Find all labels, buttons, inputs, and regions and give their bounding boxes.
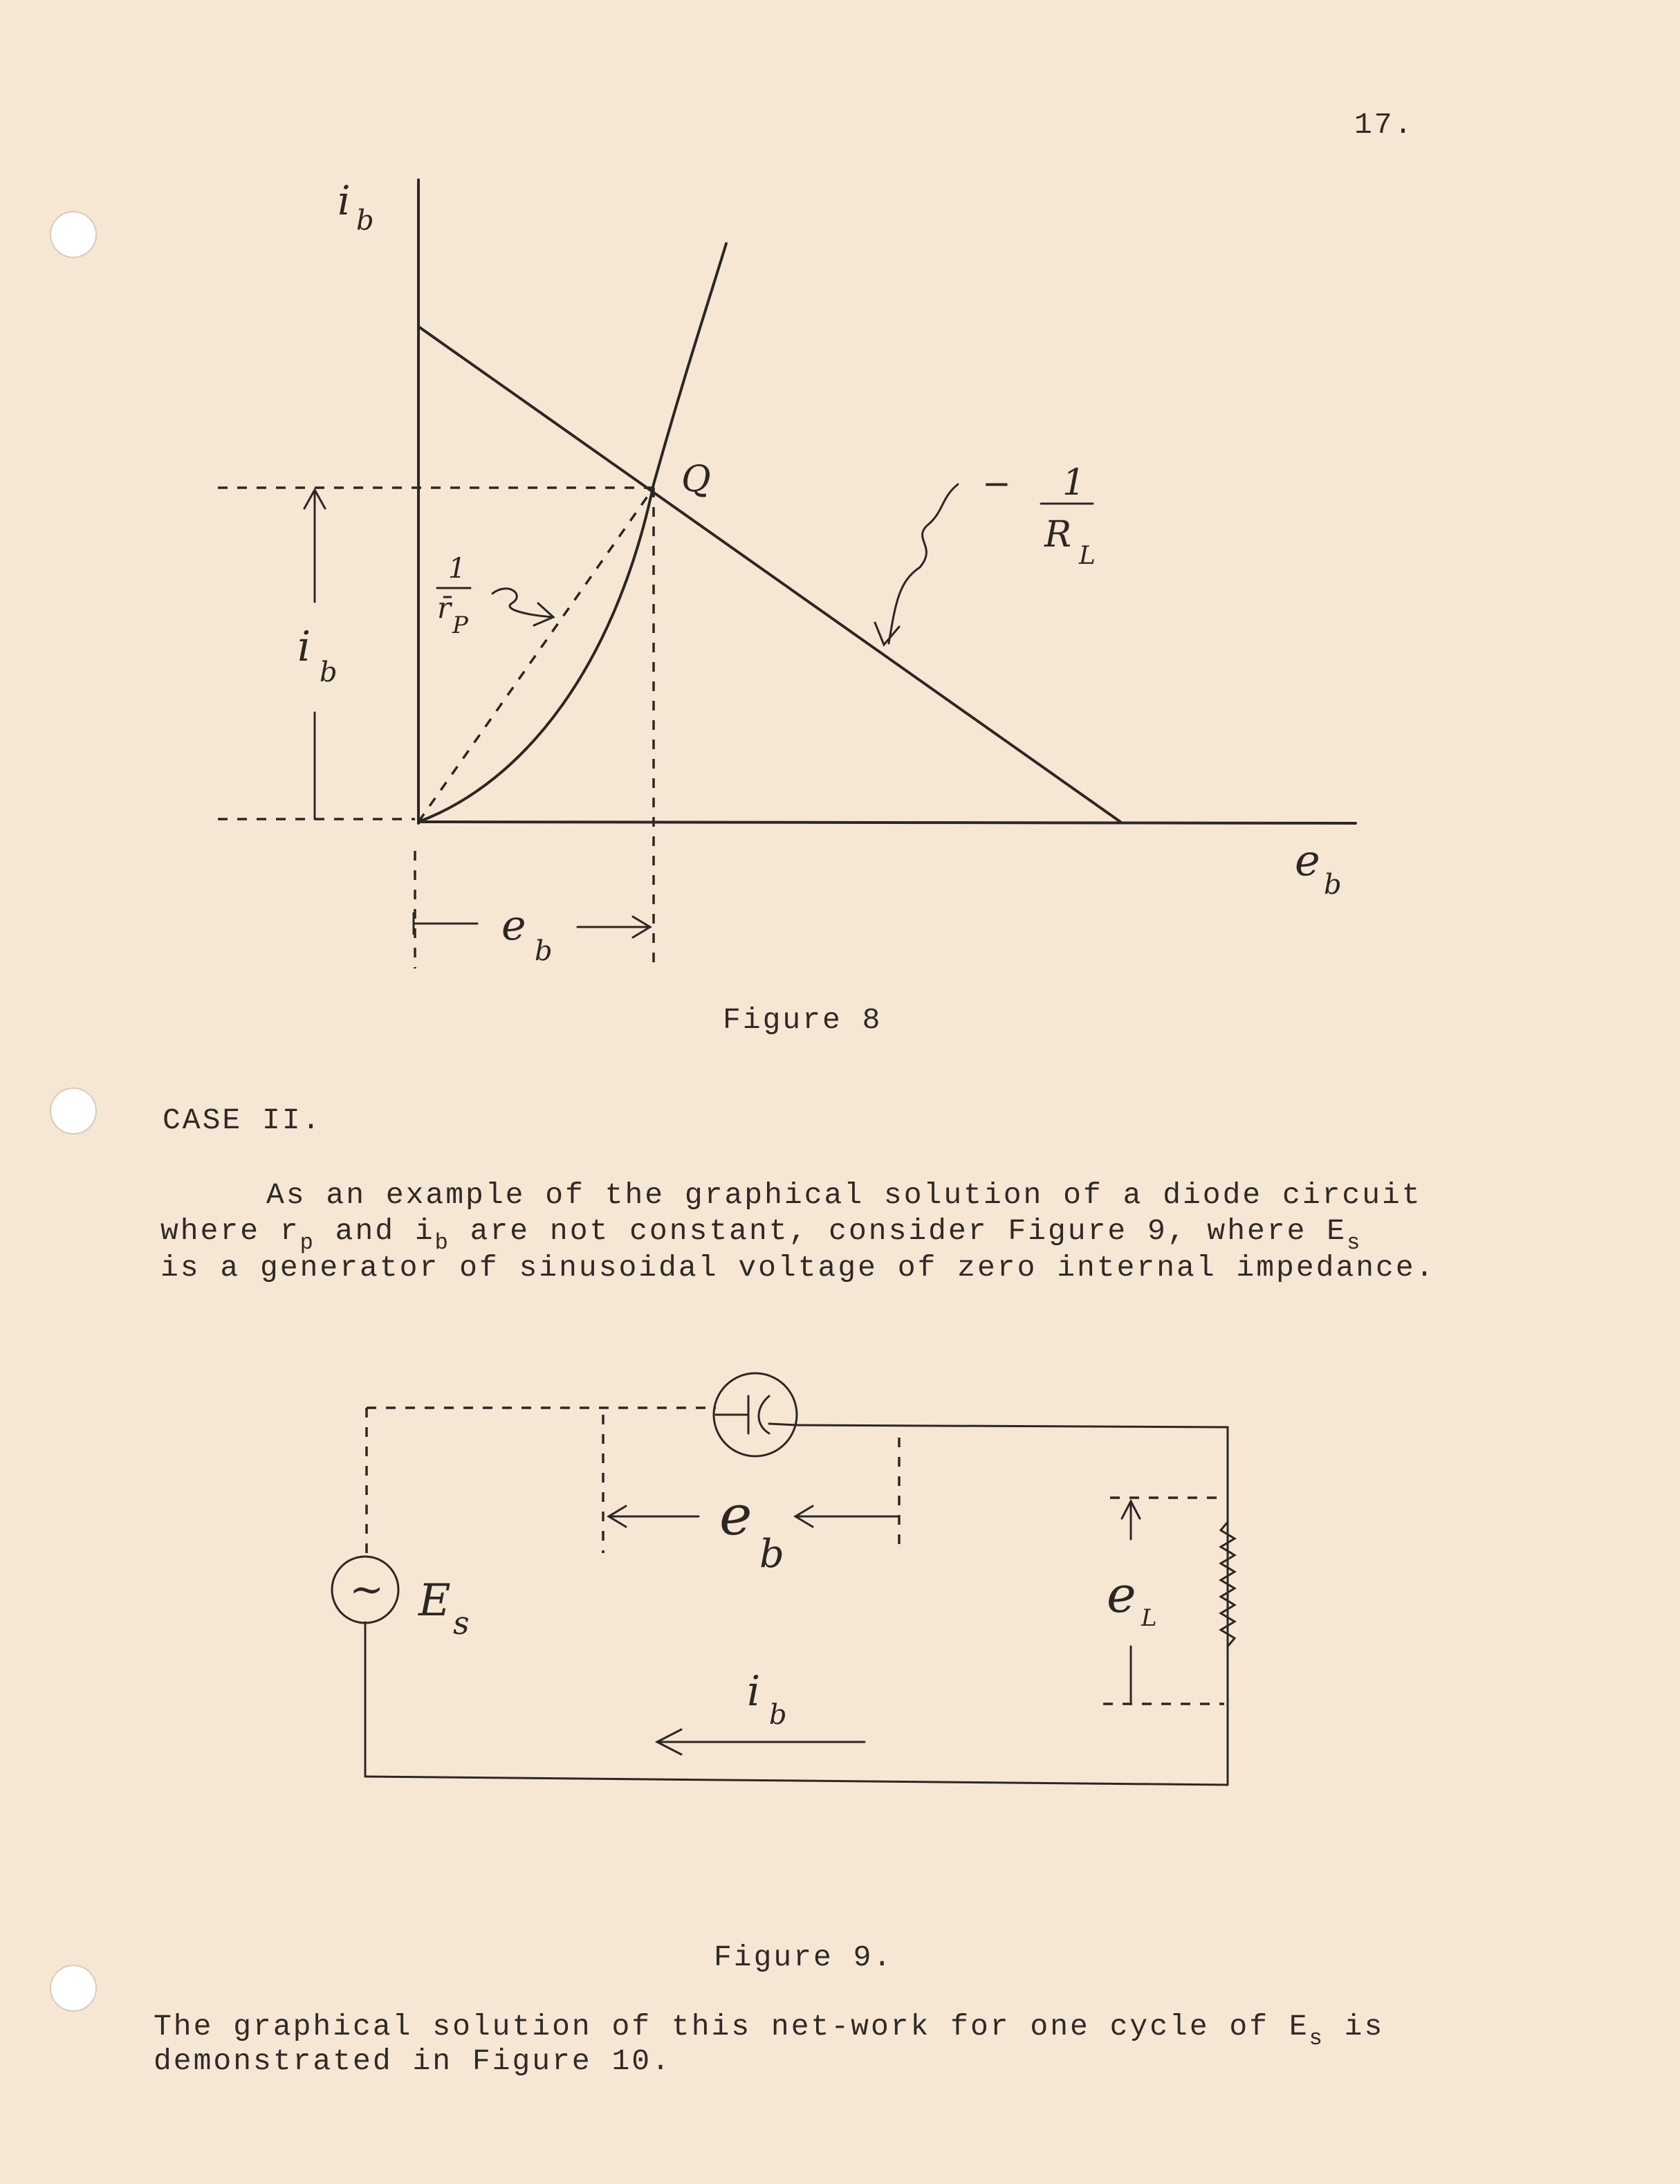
figure-9-caption: Figure 9. bbox=[714, 1940, 894, 1974]
svg-text:L: L bbox=[1079, 542, 1096, 570]
rp-numerator: 1 bbox=[448, 553, 466, 585]
ib-dimension-label: i bbox=[297, 623, 311, 671]
x-axis bbox=[418, 822, 1356, 823]
load-line-numerator: 1 bbox=[1062, 462, 1086, 504]
load-line-pointer-squiggle bbox=[889, 484, 958, 643]
el-label: e bbox=[1107, 1566, 1136, 1624]
load-line bbox=[418, 327, 1120, 822]
paragraph-line-3: is a generator of sinusoidal voltage of zero internal impedance. bbox=[160, 1251, 1436, 1285]
figure-8-caption: Figure 8 bbox=[723, 1003, 883, 1037]
svg-text:b: b bbox=[320, 657, 338, 688]
ib-current-label: i bbox=[747, 1667, 761, 1716]
circuit-top-wire-right bbox=[795, 1425, 1228, 1427]
eb-label: e bbox=[719, 1483, 753, 1548]
diode-characteristic-curve bbox=[418, 244, 726, 822]
load-line-denominator: R bbox=[1044, 514, 1072, 556]
load-line-sign: − bbox=[982, 464, 1011, 504]
case-heading: CASE II. bbox=[163, 1103, 322, 1137]
svg-text:P: P bbox=[452, 612, 468, 639]
circuit-bottom-wire bbox=[365, 1777, 1228, 1785]
rp-chord-line bbox=[418, 488, 654, 822]
x-axis-label: e bbox=[1295, 835, 1320, 885]
page-number: 17. bbox=[1354, 108, 1414, 142]
svg-text:b: b bbox=[1324, 869, 1342, 901]
rp-denominator: r̄ bbox=[437, 591, 452, 625]
rp-pointer-squiggle bbox=[492, 589, 553, 617]
svg-text:b: b bbox=[535, 935, 553, 967]
q-point-label: Q bbox=[681, 459, 711, 500]
svg-text:b: b bbox=[356, 205, 374, 237]
svg-text:b: b bbox=[769, 1699, 787, 1731]
svg-text:s: s bbox=[453, 1604, 470, 1642]
paragraph-line-2: where $r_p$ and $i_b$ are not constant, consider Figure 9, where $E_s$ bbox=[160, 1214, 1363, 1256]
paragraph-line-1: As an example of the graphical solution of a diode circuit bbox=[266, 1178, 1422, 1212]
svg-text:b: b bbox=[759, 1532, 784, 1577]
svg-text:L: L bbox=[1141, 1604, 1157, 1632]
generator-label: E bbox=[418, 1575, 451, 1626]
generator-tilde: ~ bbox=[349, 1566, 385, 1614]
closing-line-1: The graphical solution of this net-work for one cycle of $E_s$ is bbox=[154, 2010, 1385, 2051]
closing-line-2: demonstrated in Figure 10. bbox=[154, 2044, 672, 2078]
y-axis-label: i bbox=[338, 177, 351, 224]
eb-dimension-label: e bbox=[501, 901, 526, 950]
